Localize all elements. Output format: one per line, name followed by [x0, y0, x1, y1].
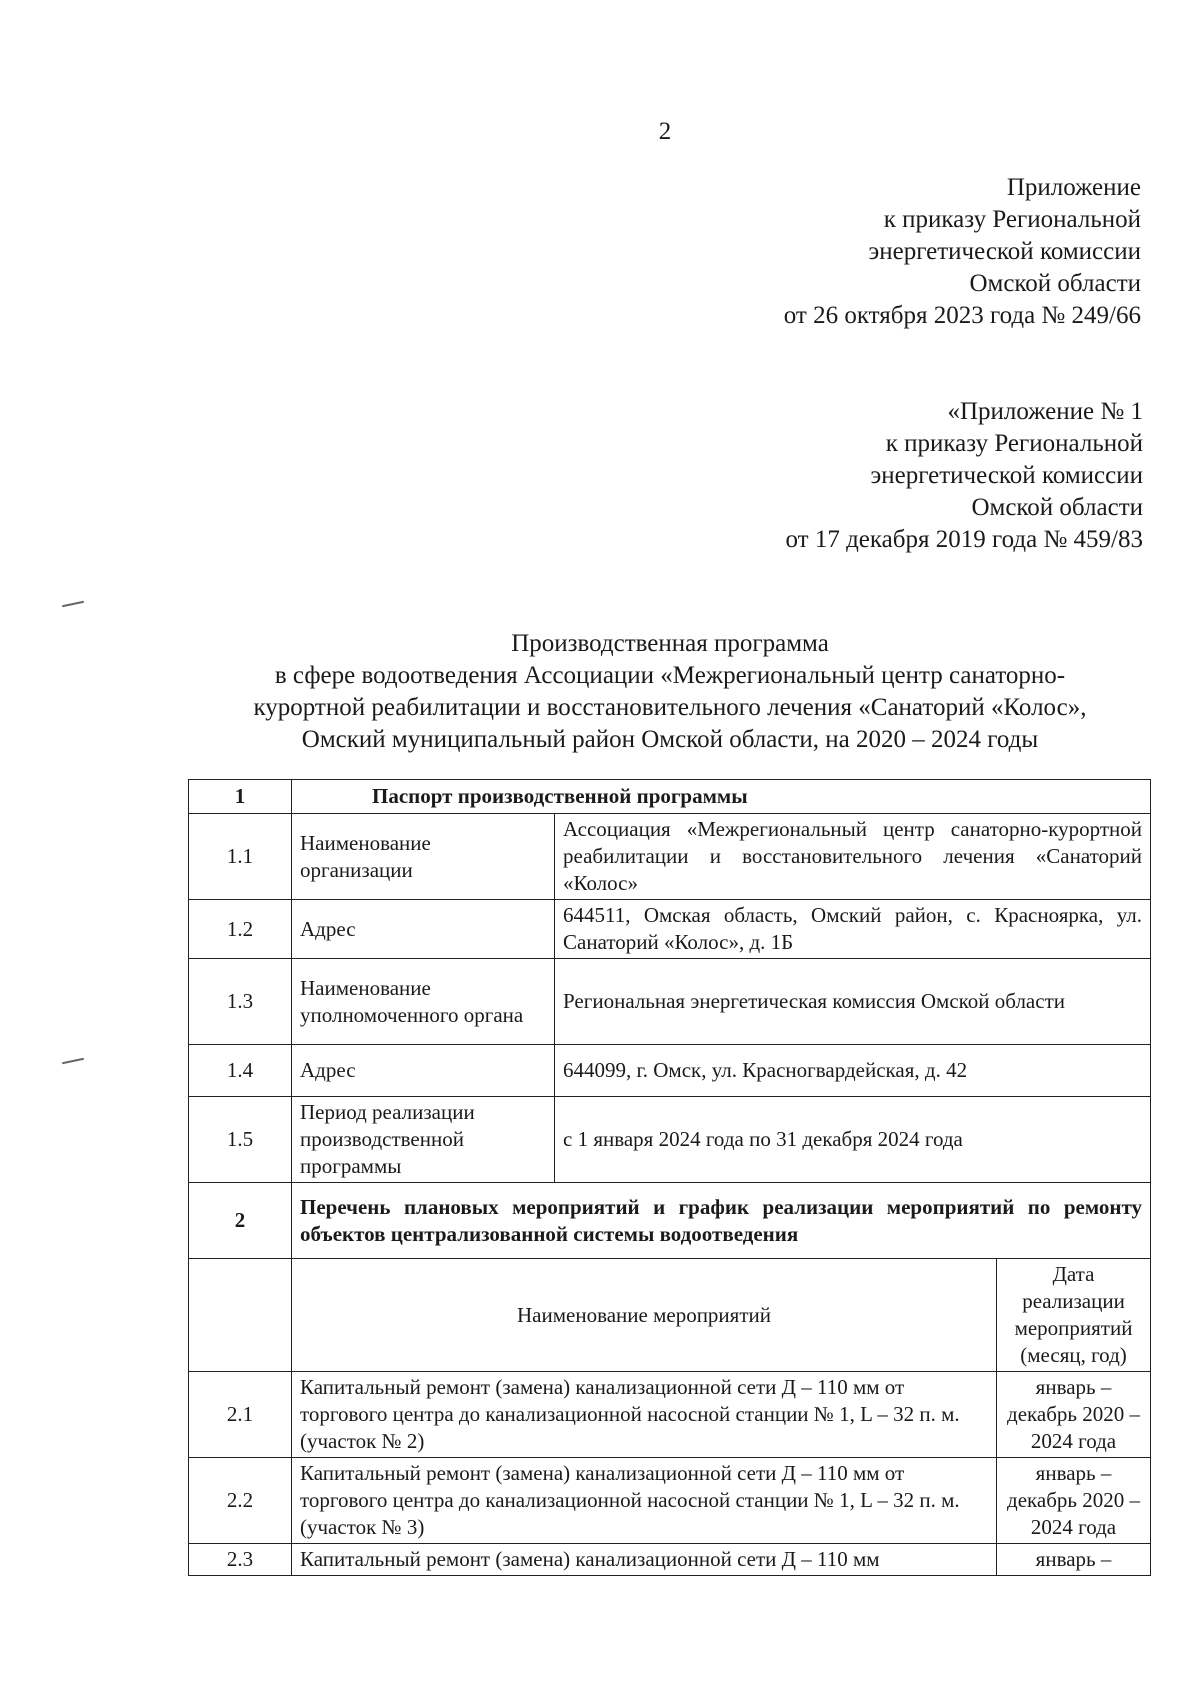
passport-value: Ассоциация «Межрегиональный центр санаторно-курортной реабилитации и восстановительного лечения «Санаторий «Колос»	[555, 814, 1151, 900]
passport-row	[189, 900, 1151, 959]
activities-header-row	[189, 1259, 1151, 1372]
activity-row	[189, 1544, 1151, 1576]
appendix-line: от 26 октября 2023 года № 249/66	[783, 302, 1141, 329]
passport-value: 644099, г. Омск, ул. Красногвардейская, д. 42	[555, 1045, 1151, 1097]
activity-row	[189, 1372, 1151, 1458]
appendix-line: к приказу Региональной	[885, 430, 1143, 457]
row-number: 1.4	[189, 1045, 292, 1097]
row-number: 2.2	[189, 1458, 292, 1544]
passport-label: Адрес	[292, 1045, 555, 1097]
appendix-line: энергетической комиссии	[868, 238, 1141, 265]
scan-mark	[62, 601, 84, 608]
title-line: Омский муниципальный район Омской области, на 2020 – 2024 годы	[301, 726, 1039, 753]
appendix-line: Приложение	[1006, 174, 1141, 201]
activity-row	[189, 1458, 1151, 1544]
row-number: 1.5	[189, 1097, 292, 1183]
activity-name: Капитальный ремонт (замена) канализационной сети Д – 110 мм	[292, 1544, 997, 1576]
passport-row	[189, 1097, 1151, 1183]
passport-label: Период реализации производственной программы	[292, 1097, 555, 1183]
appendix-current-block	[0, 172, 1141, 332]
passport-label: Адрес	[292, 900, 555, 959]
activity-date-header: Дата реализации мероприятий (месяц, год)	[997, 1259, 1151, 1372]
activity-date: январь – декабрь 2020 – 2024 года	[997, 1458, 1151, 1544]
activity-name-header: Наименование мероприятий	[292, 1259, 997, 1372]
title-line: курортной реабилитации и восстановительного лечения «Санаторий «Колос»,	[253, 694, 1087, 721]
row-number: 1.1	[189, 814, 292, 900]
appendix-line: энергетической комиссии	[870, 462, 1143, 489]
passport-row	[189, 959, 1151, 1045]
activity-name: Капитальный ремонт (замена) канализационной сети Д – 110 мм от торгового центра до канализационной насосной станции № 1, L – 32 п. м. (участок № 2)	[292, 1372, 997, 1458]
passport-label: Наименование уполномоченного органа	[292, 959, 555, 1045]
passport-value: с 1 января 2024 года по 31 декабря 2024 года	[555, 1097, 1151, 1183]
row-number: 1.3	[189, 959, 292, 1045]
row-number: 1.2	[189, 900, 292, 959]
passport-row	[189, 1045, 1151, 1097]
page-number: 2	[658, 118, 672, 145]
activity-date: январь – декабрь 2020 – 2024 года	[997, 1372, 1151, 1458]
title-line: Производственная программа	[511, 630, 829, 657]
title-line: в сфере водоотведения Ассоциации «Межрегиональный центр санаторно-	[274, 662, 1066, 689]
production-program-table	[188, 779, 1151, 1576]
passport-value: Региональная энергетическая комиссия Омской области	[555, 959, 1151, 1045]
scan-mark	[62, 1058, 84, 1065]
activity-date: январь –	[997, 1544, 1151, 1576]
section-number: 2	[189, 1183, 292, 1259]
appendix-line: Омской области	[969, 270, 1141, 297]
appendix-line: Омской области	[971, 494, 1143, 521]
section-title: Паспорт производственной программы	[292, 780, 1151, 814]
document-title	[170, 628, 1170, 756]
row-number: 2.3	[189, 1544, 292, 1576]
passport-value: 644511, Омская область, Омский район, с. Красноярка, ул. Санаторий «Колос», д. 1Б	[555, 900, 1151, 959]
appendix-line: от 17 декабря 2019 года № 459/83	[785, 526, 1143, 553]
section-number: 1	[189, 780, 292, 814]
appendix-line: «Приложение № 1	[947, 398, 1143, 425]
section-2-header-row	[189, 1183, 1151, 1259]
appendix-original-block	[0, 396, 1143, 556]
appendix-line: к приказу Региональной	[883, 206, 1141, 233]
empty-cell	[189, 1259, 292, 1372]
passport-row	[189, 814, 1151, 900]
section-1-header-row	[189, 780, 1151, 814]
row-number: 2.1	[189, 1372, 292, 1458]
section-title: Перечень плановых мероприятий и график реализации мероприятий по ремонту объектов централизованной системы водоотведения	[292, 1183, 1151, 1259]
passport-label: Наименование организации	[292, 814, 555, 900]
activity-name: Капитальный ремонт (замена) канализационной сети Д – 110 мм от торгового центра до канализационной насосной станции № 1, L – 32 п. м. (участок № 3)	[292, 1458, 997, 1544]
